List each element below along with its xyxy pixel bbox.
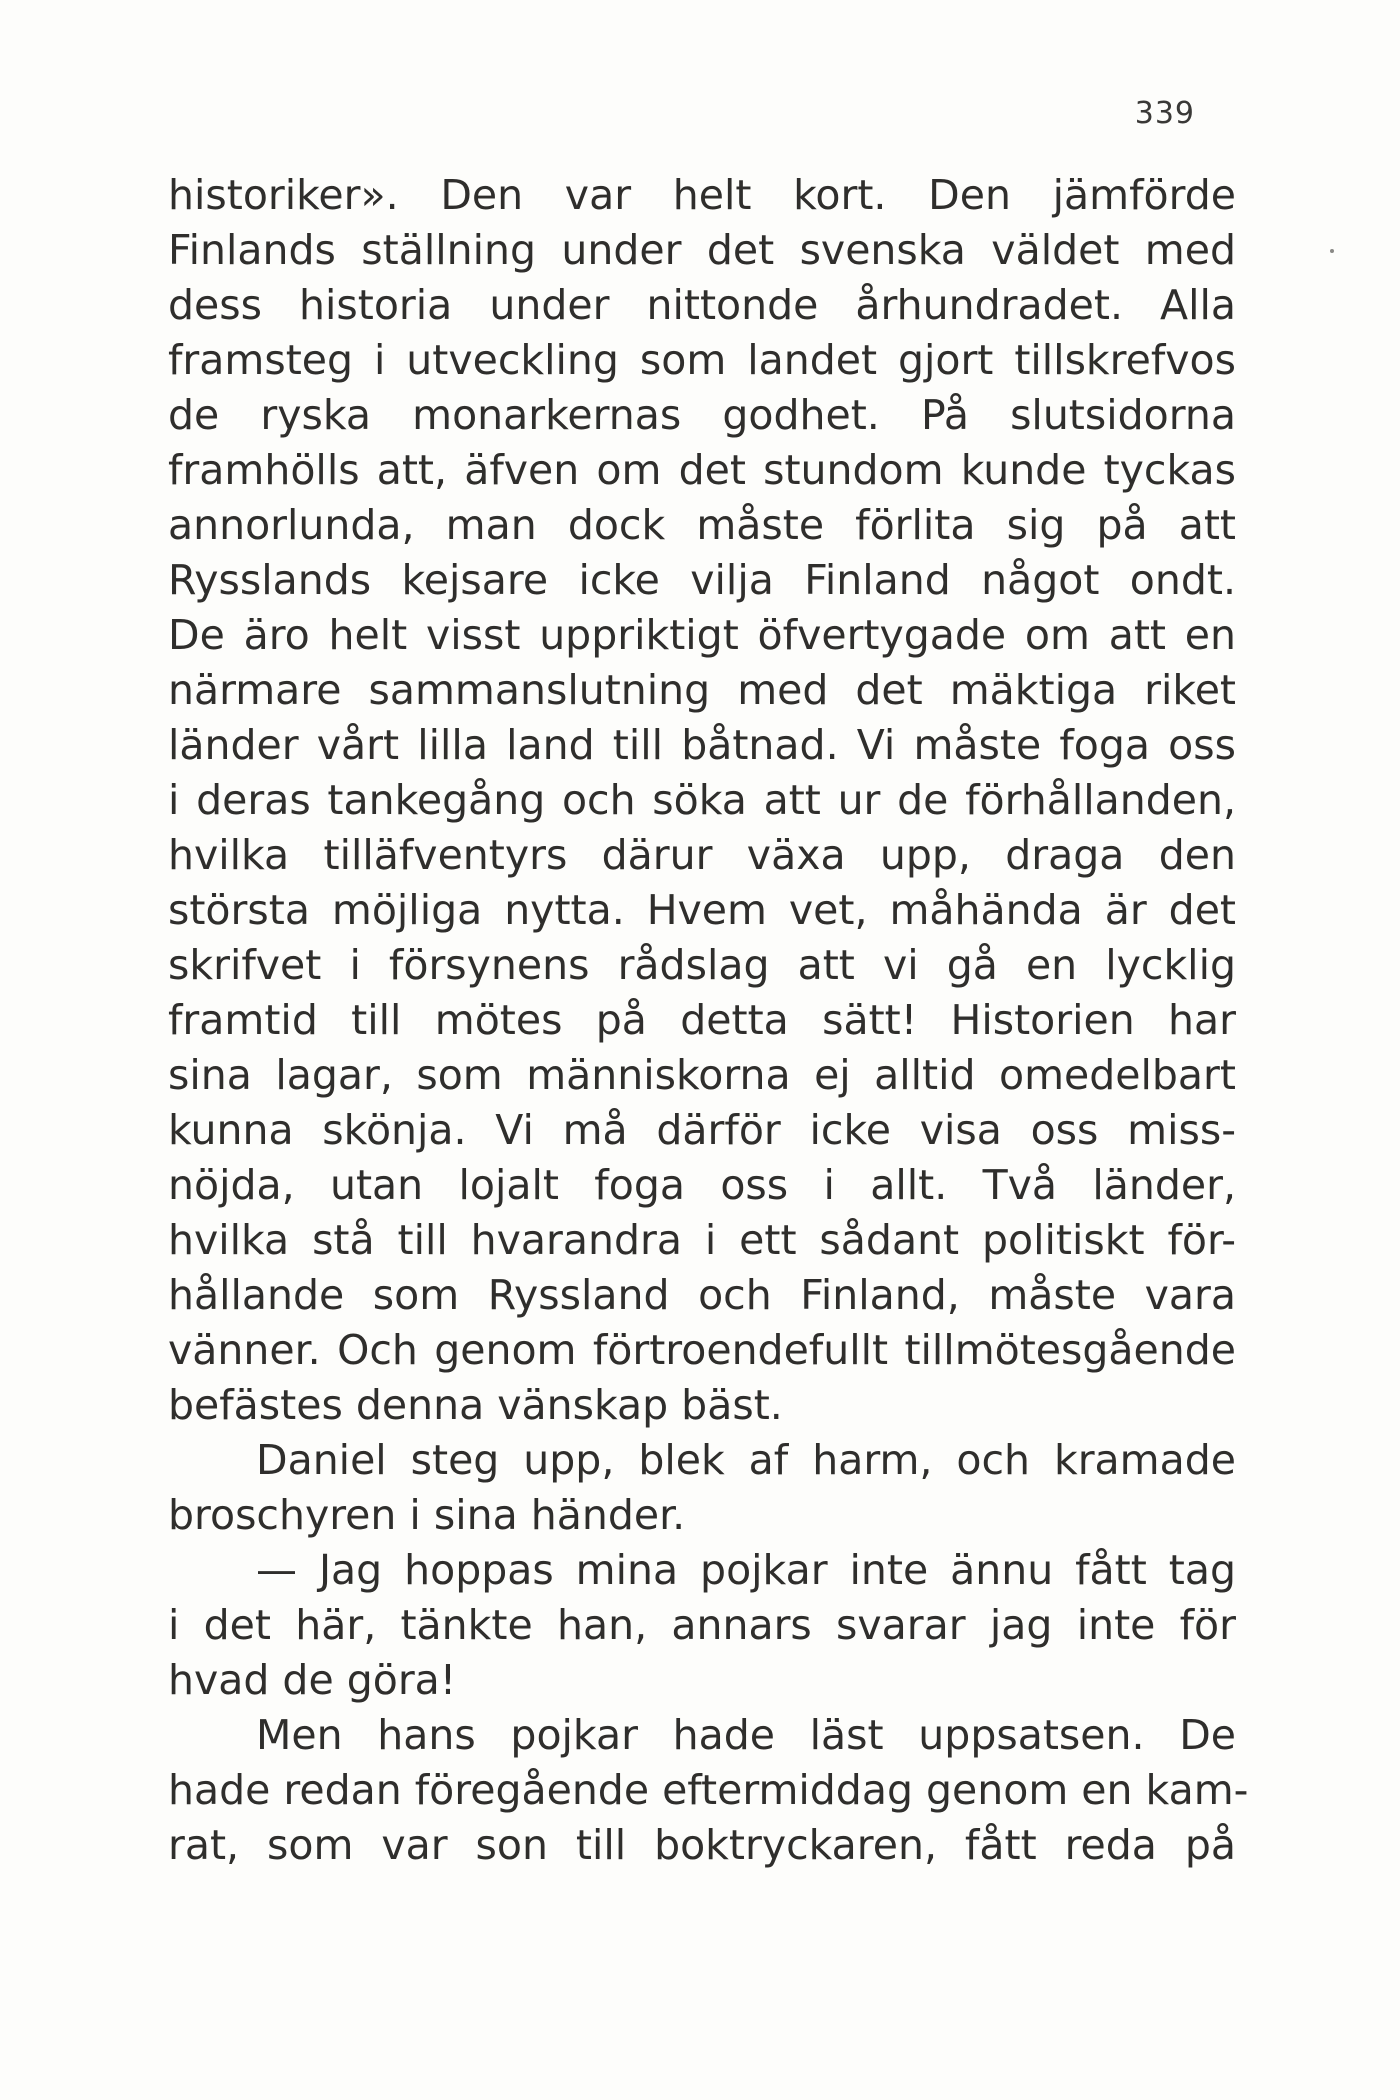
text-line: närmare sammanslutning med det mäktiga riket [168, 666, 1236, 714]
text-line: länder vårt lilla land till båtnad. Vi måste foga oss [168, 721, 1236, 769]
text-line: största möjliga nytta. Hvem vet, måhända är det [168, 886, 1236, 934]
text-line: nöjda, utan lojalt foga oss i allt. Två länder, [168, 1161, 1236, 1209]
text-line: framsteg i utveckling som landet gjort tillskrefvos [168, 336, 1236, 384]
print-speck [1330, 249, 1334, 253]
text-line: hade redan föregående eftermiddag genom en kam- [168, 1766, 1249, 1814]
text-line: De äro helt visst uppriktigt öfvertygade om att en [168, 611, 1236, 659]
text-line: hållande som Ryssland och Finland, måste vara [168, 1271, 1236, 1319]
text-line: rat, som var son till boktryckaren, fått reda på [168, 1821, 1236, 1869]
text-line: Finlands ställning under det svenska väldet med [168, 226, 1236, 274]
text-line: skrifvet i försynens rådslag att vi gå en lycklig [168, 941, 1236, 989]
text-line: dess historia under nittonde århundradet. Alla [168, 281, 1236, 329]
text-line: annorlunda, man dock måste förlita sig på att [168, 501, 1236, 549]
text-line: historiker». Den var helt kort. Den jämförde [168, 171, 1236, 219]
paragraph-end-line: befästes denna vänskap bäst. [168, 1381, 783, 1429]
text-line: de ryska monarkernas godhet. På slutsidorna [168, 391, 1236, 439]
body-text [168, 168, 1249, 1873]
text-line: i deras tankegång och söka att ur de förhållanden, [168, 776, 1236, 824]
text-line: i det här, tänkte han, annars svarar jag inte för [168, 1601, 1236, 1649]
dialogue-start-line: — Jag hoppas mina pojkar inte ännu fått tag [256, 1546, 1236, 1594]
text-line: hvilka stå till hvarandra i ett sådant politiskt för- [168, 1216, 1236, 1264]
paragraph-end-line: hvad de göra! [168, 1656, 457, 1704]
paragraph-start-line: Men hans pojkar hade läst uppsatsen. De [256, 1711, 1236, 1759]
text-line: hvilka tilläfventyrs därur växa upp, draga den [168, 831, 1236, 879]
text-line: vänner. Och genom förtroendefullt tillmötesgående [168, 1326, 1236, 1374]
paragraph-start-line: Daniel steg upp, blek af harm, och kramade [256, 1436, 1236, 1484]
text-line: framtid till mötes på detta sätt! Historien har [168, 996, 1236, 1044]
text-line: framhölls att, äfven om det stundom kunde tyckas [168, 446, 1236, 494]
text-line: sina lagar, som människorna ej alltid omedelbart [168, 1051, 1236, 1099]
text-line: kunna skönja. Vi må därför icke visa oss miss- [168, 1106, 1236, 1154]
paragraph-end-line: broschyren i sina händer. [168, 1491, 686, 1539]
page-number: 339 [1134, 96, 1195, 131]
text-line: Rysslands kejsare icke vilja Finland något ondt. [168, 556, 1236, 604]
